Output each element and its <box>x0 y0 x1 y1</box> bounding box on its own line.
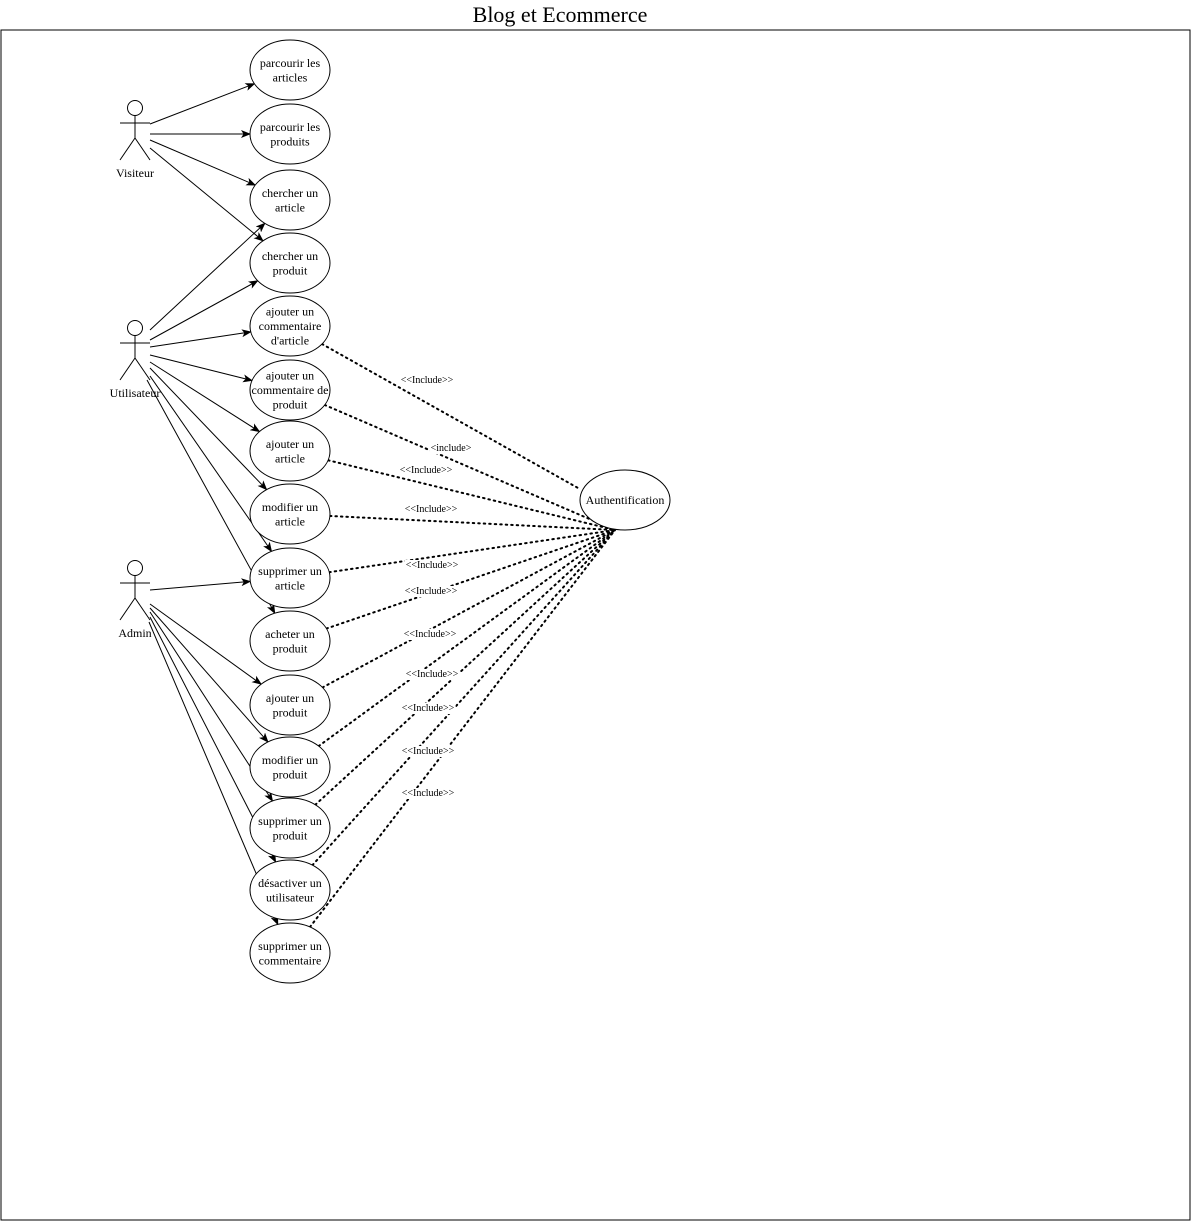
include-label: <<Include>> <box>401 703 455 714</box>
actor-right-leg <box>135 358 150 380</box>
use-case-label: ajouter un <box>265 304 315 319</box>
actor-utilisateur <box>110 321 161 401</box>
use-case-label: produits <box>270 134 310 149</box>
use-case-parcourir-articles <box>250 40 330 100</box>
use-case-label: produit <box>272 641 308 656</box>
use-case-label: ajouter un <box>265 368 315 383</box>
use-case-label: articles <box>272 70 308 85</box>
include-desactiver-utilisateur <box>312 530 615 865</box>
use-case-label: parcourir les <box>259 55 321 70</box>
use-case-label: chercher un <box>261 185 319 200</box>
actor-right-leg <box>135 598 150 620</box>
use-case-label: article <box>275 514 305 529</box>
use-case-label: produit <box>272 767 308 782</box>
include-modifier-article <box>330 516 615 530</box>
use-case-label: acheter un <box>265 626 315 641</box>
use-case-label: supprimer un <box>258 938 322 953</box>
include-ajouter-commentaire-produit <box>325 405 615 530</box>
include-label: <<Include>> <box>403 629 457 640</box>
use-case-ajouter-article <box>250 421 330 481</box>
actor-admin <box>118 561 151 641</box>
association-admin-supprimer-article <box>150 581 250 590</box>
use-case-label: d'article <box>270 333 310 348</box>
association-visiteur-chercher-produit <box>150 148 263 241</box>
include-label: <<Include>> <box>401 746 455 757</box>
actor-left-leg <box>120 138 135 160</box>
use-case-supprimer-article <box>250 548 330 608</box>
actor-label: Visiteur <box>116 166 154 180</box>
use-case-label: produit <box>272 828 308 843</box>
use-case-ajouter-commentaire-article <box>250 296 330 356</box>
association-visiteur-chercher-article <box>150 140 255 185</box>
association-admin-modifier-produit <box>150 608 268 742</box>
actor-right-leg <box>135 138 150 160</box>
use-case-label: modifier un <box>261 499 319 514</box>
include-ajouter-article <box>328 460 615 530</box>
association-visiteur-parcourir-articles <box>150 84 254 124</box>
include-supprimer-article <box>329 530 615 572</box>
use-case-label: supprimer un <box>258 563 322 578</box>
use-case-label: utilisateur <box>266 890 314 905</box>
use-case-parcourir-produits <box>250 104 330 164</box>
actor-head <box>128 321 143 336</box>
use-case-label: parcourir les <box>259 119 321 134</box>
actor-left-leg <box>120 358 135 380</box>
actor-head <box>128 561 143 576</box>
include-supprimer-produit <box>315 530 615 805</box>
include-label: <<Include>> <box>400 375 454 386</box>
use-case-label: article <box>275 451 305 466</box>
use-case-chercher-produit <box>250 233 330 293</box>
association-utilisateur-chercher-produit <box>150 281 258 340</box>
use-case-label: commentaire <box>258 319 322 333</box>
actor-label: Admin <box>118 626 152 640</box>
use-case-acheter-produit <box>250 611 330 671</box>
use-case-label: commentaire <box>258 953 322 968</box>
actor-head <box>128 101 143 116</box>
association-utilisateur-ajouter-commentaire-produit <box>150 355 252 381</box>
use-case-supprimer-produit <box>250 798 330 858</box>
association-utilisateur-ajouter-commentaire-article <box>150 332 251 347</box>
include-label: <<Include>> <box>405 560 459 571</box>
include-label: <include> <box>430 443 472 454</box>
use-case-label: produit <box>272 705 308 720</box>
use-case-label: supprimer un <box>258 813 322 828</box>
use-case-label: article <box>275 578 305 593</box>
use-case-chercher-article <box>250 170 330 230</box>
include-label: <<Include>> <box>399 465 453 476</box>
include-label: <<Include>> <box>404 504 458 515</box>
use-case-modifier-produit <box>250 737 330 797</box>
include-label: <<Include>> <box>405 669 459 680</box>
use-case-authentification <box>580 470 670 530</box>
include-label: <<Include>> <box>404 586 458 597</box>
actor-label: Utilisateur <box>109 386 161 400</box>
use-case-ajouter-produit <box>250 675 330 735</box>
diagram-title: Blog et Ecommerce <box>472 2 648 27</box>
use-case-supprimer-commentaire <box>250 923 330 983</box>
association-admin-ajouter-produit <box>150 604 261 684</box>
use-case-label: ajouter un <box>265 690 315 705</box>
use-case-label: article <box>275 200 305 215</box>
use-case-desactiver-utilisateur <box>250 860 330 920</box>
use-case-label: commentaire de <box>251 383 329 397</box>
use-case-label: ajouter un <box>265 436 315 451</box>
association-utilisateur-modifier-article <box>150 368 267 490</box>
use-case-label: produit <box>272 263 308 278</box>
include-supprimer-commentaire <box>310 530 615 927</box>
include-modifier-produit <box>319 530 615 746</box>
use-case-label: produit <box>272 397 308 412</box>
include-label: <<Include>> <box>401 788 455 799</box>
use-case-label: chercher un <box>261 248 319 263</box>
use-case-label: modifier un <box>261 752 319 767</box>
association-utilisateur-ajouter-article <box>150 362 259 432</box>
use-case-ajouter-commentaire-produit <box>250 360 330 420</box>
use-case-label: désactiver un <box>258 875 322 890</box>
use-case-modifier-article <box>250 484 330 544</box>
actor-left-leg <box>120 598 135 620</box>
auth-label: Authentification <box>585 493 665 507</box>
association-utilisateur-chercher-article <box>150 223 265 330</box>
actor-visiteur <box>116 101 154 181</box>
